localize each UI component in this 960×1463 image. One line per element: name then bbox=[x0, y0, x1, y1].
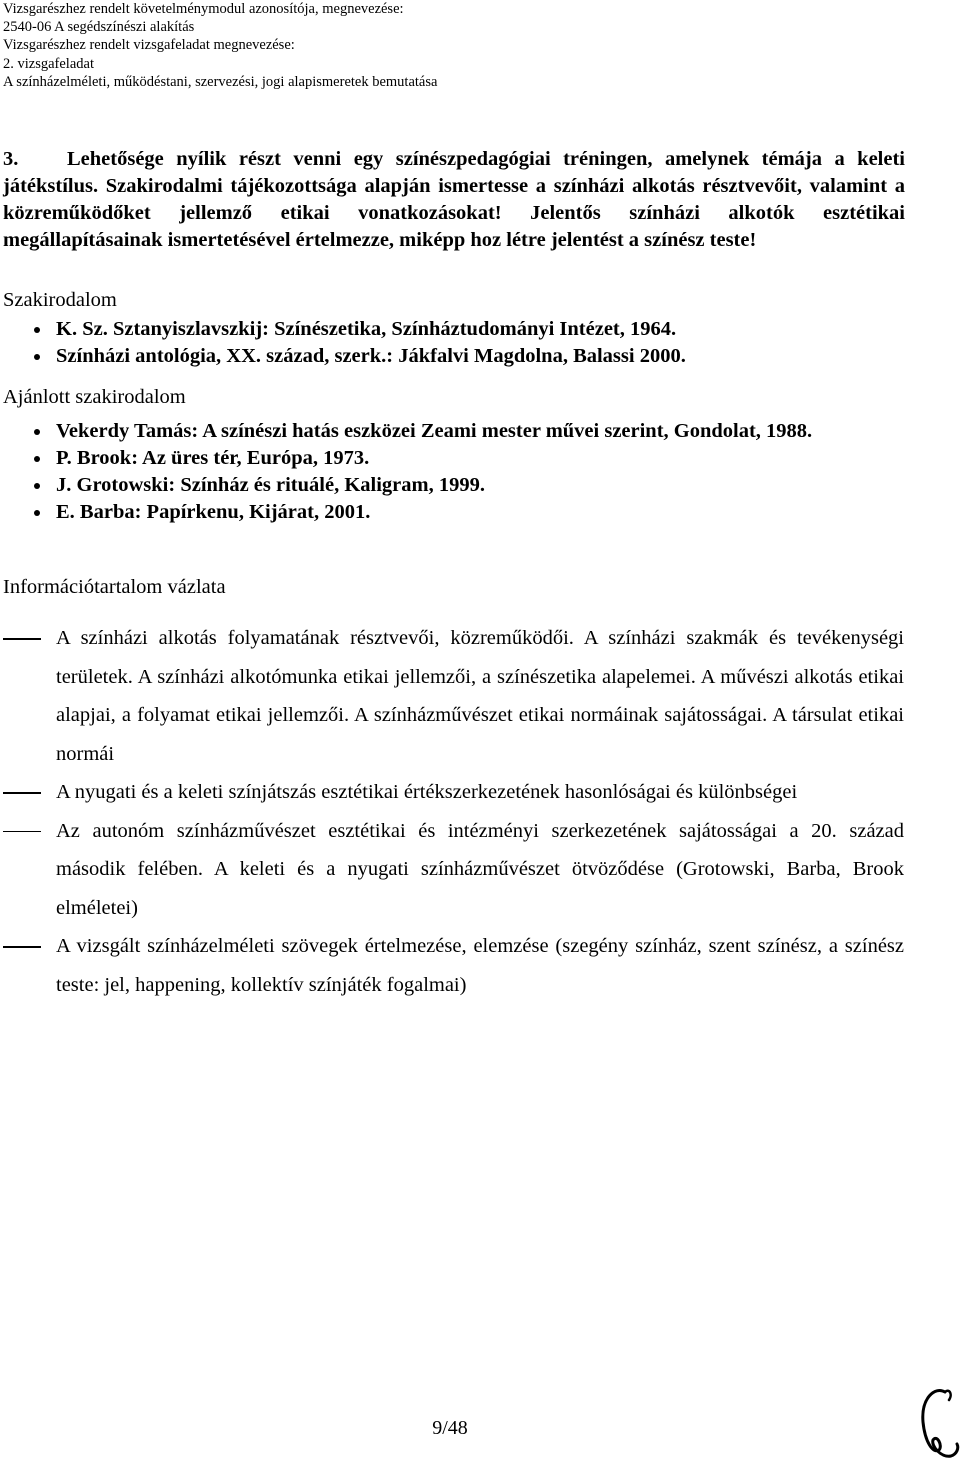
info-outline-heading: Információtartalom vázlata bbox=[3, 576, 226, 598]
list-item-text: J. Grotowski: Színház és rituálé, Kaligram, 1999. bbox=[56, 474, 485, 496]
handwritten-signature-icon bbox=[915, 1384, 960, 1463]
list-item-text: P. Brook: Az üres tér, Európa, 1973. bbox=[56, 447, 370, 469]
dash-icon bbox=[3, 638, 41, 640]
literature-list bbox=[0, 316, 902, 370]
dash-icon bbox=[3, 831, 41, 833]
task-number: 3. bbox=[3, 148, 19, 170]
task-paragraph bbox=[3, 146, 905, 254]
list-item-text: A színházi alkotás folyamatának résztvevői, közreműködői. A színházi szakmák és tevékenységi területek. A színházi alkotómunka etikai jellemzői, a színészetika alapelemei. A művészi alkotás etikai alapjai, a folyamat etikai jellemzői. A színházművészet etikai normáinak sajátosságai. A társulat etikai normái bbox=[56, 627, 904, 765]
list-item-text: E. Barba: Papírkenu, Kijárat, 2001. bbox=[56, 501, 371, 523]
bullet-icon bbox=[34, 354, 40, 360]
list-item bbox=[0, 445, 902, 472]
list-item bbox=[0, 418, 902, 445]
dash-icon bbox=[3, 946, 41, 948]
list-item-text: Színházi antológia, XX. század, szerk.: Jákfalvi Magdolna, Balassi 2000. bbox=[56, 345, 686, 367]
dash-icon bbox=[3, 792, 41, 794]
list-item bbox=[0, 316, 902, 343]
header-task-label: Vizsgarészhez rendelt vizsgafeladat megnevezése: bbox=[3, 37, 295, 54]
bullet-icon bbox=[34, 483, 40, 489]
list-item bbox=[0, 927, 904, 1004]
header-task-name: A színházelméleti, működéstani, szervezési, jogi alapismeretek bemutatása bbox=[3, 73, 438, 90]
recommended-heading: Ajánlott szakirodalom bbox=[3, 386, 186, 408]
list-item-text: A nyugati és a keleti színjátszás esztétikai értékszerkezetének hasonlóságai és különbségei bbox=[56, 781, 798, 803]
list-item bbox=[0, 773, 904, 812]
document-header bbox=[3, 0, 437, 91]
list-item-text: A vizsgált színházelméleti szövegek értelmezése, elemzése (szegény színház, szent színész, a színész teste: jel, happening, kollektív színjáték fogalmai) bbox=[56, 935, 904, 996]
header-module-name: 2540-06 A segédszínészi alakítás bbox=[3, 19, 195, 36]
page-number: 9/48 bbox=[432, 1417, 468, 1439]
literature-heading: Szakirodalom bbox=[3, 289, 117, 311]
bullet-icon bbox=[34, 510, 40, 516]
list-item bbox=[0, 472, 902, 499]
list-item bbox=[0, 619, 904, 773]
bullet-icon bbox=[34, 327, 40, 333]
list-item-text: K. Sz. Sztanyiszlavszkij: Színészetika, Színháztudományi Intézet, 1964. bbox=[56, 318, 677, 340]
header-module-label: Vizsgarészhez rendelt követelménymodul azonosítója, megnevezése: bbox=[3, 1, 404, 17]
bullet-icon bbox=[34, 429, 40, 435]
list-item bbox=[0, 343, 902, 370]
recommended-list bbox=[0, 418, 902, 526]
header-task-number: 2. vizsgafeladat bbox=[3, 55, 94, 72]
list-item-text: Vekerdy Tamás: A színészi hatás eszközei Zeami mester művei szerint, Gondolat, 1988. bbox=[56, 420, 813, 442]
task-text: Lehetősége nyílik részt venni egy színészpedagógiai tréningen, amelynek témája a keleti játékstílus. Szakirodalmi tájékozottsága alapján ismertesse a színházi alkotás résztvevőit, valamint a közreműködőket jellemző etikai vonatkozásokat! Jelentős színházi alkotók esztétikai megállapításainak ismertetésével értelmezze, miképp hoz létre jelentést a színész teste! bbox=[3, 148, 905, 251]
info-outline-list bbox=[0, 619, 904, 1004]
list-item bbox=[0, 812, 904, 928]
list-item bbox=[0, 499, 902, 526]
list-item-text: Az autonóm színházművészet esztétikai és intézményi szerkezetének sajátosságai a 20. század második felében. A keleti és a nyugati színházművészet ötvöződése (Grotowski, Barba, Brook elméletei) bbox=[56, 819, 904, 919]
bullet-icon bbox=[34, 456, 40, 462]
